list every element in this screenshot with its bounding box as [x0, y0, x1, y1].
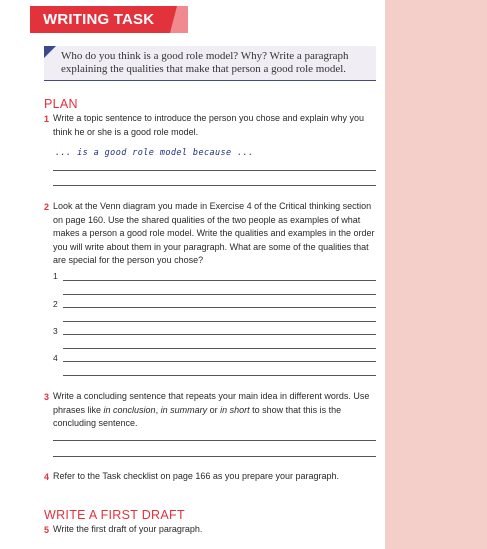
answer-line[interactable]: [63, 334, 376, 335]
task-prompt-text: Who do you think is a good role model? Why? Write a paragraph explaining the qualities that make that person a good role model.: [61, 50, 349, 75]
draft-heading: WRITE A FIRST DRAFT: [44, 508, 185, 522]
item-2-text: Look at the Venn diagram you made in Exercise 4 of the Critical thinking section on page 160. Use the shared qualities of the two people as examples of what makes a person a good role model. Write the qualities and examples in the order you will write about them in your paragraph. What are some of the qualities that are special for the person you chose?: [53, 201, 375, 265]
side-margin-panel: [385, 0, 487, 549]
item-4-text: Refer to the Task checklist on page 166 as you prepare your paragraph.: [53, 471, 340, 481]
answer-line[interactable]: [53, 440, 376, 441]
answer-line[interactable]: [63, 294, 376, 295]
item-1-example: ... is a good role model because ...: [55, 148, 254, 158]
answer-line[interactable]: [53, 170, 376, 171]
banner-title: WRITING TASK: [43, 11, 155, 28]
corner-marker-icon: [44, 46, 56, 58]
item-4-number: 4: [44, 472, 50, 482]
item-3-text: Write a concluding sentence that repeats your main idea in different words. Use phrases like in conclusion, in summary or in short to show that this is the concluding sentence.: [53, 391, 370, 428]
answer-line[interactable]: [63, 375, 376, 376]
task-prompt-box: [44, 46, 376, 81]
item-2-number: 2: [44, 202, 50, 212]
item-5-text: Write the first draft of your paragraph.: [53, 524, 203, 534]
answer-line[interactable]: [63, 321, 376, 322]
answer-line[interactable]: [63, 348, 376, 349]
answer-line[interactable]: [53, 456, 376, 457]
answer-line[interactable]: [63, 280, 376, 281]
plan-heading: PLAN: [44, 97, 78, 111]
sub-number: 3: [53, 326, 58, 336]
sub-number: 2: [53, 299, 58, 309]
item-1-number: 1: [44, 114, 50, 124]
item-3-number: 3: [44, 392, 50, 402]
sub-number: 1: [53, 271, 58, 281]
answer-line[interactable]: [53, 185, 376, 186]
item-1-text: Write a topic sentence to introduce the person you chose and explain why you think he or she is a good role model.: [53, 113, 365, 137]
sub-number: 4: [53, 353, 58, 363]
answer-line[interactable]: [63, 307, 376, 308]
section-banner: [30, 6, 188, 33]
item-5-number: 5: [44, 525, 50, 535]
answer-line[interactable]: [63, 361, 376, 362]
